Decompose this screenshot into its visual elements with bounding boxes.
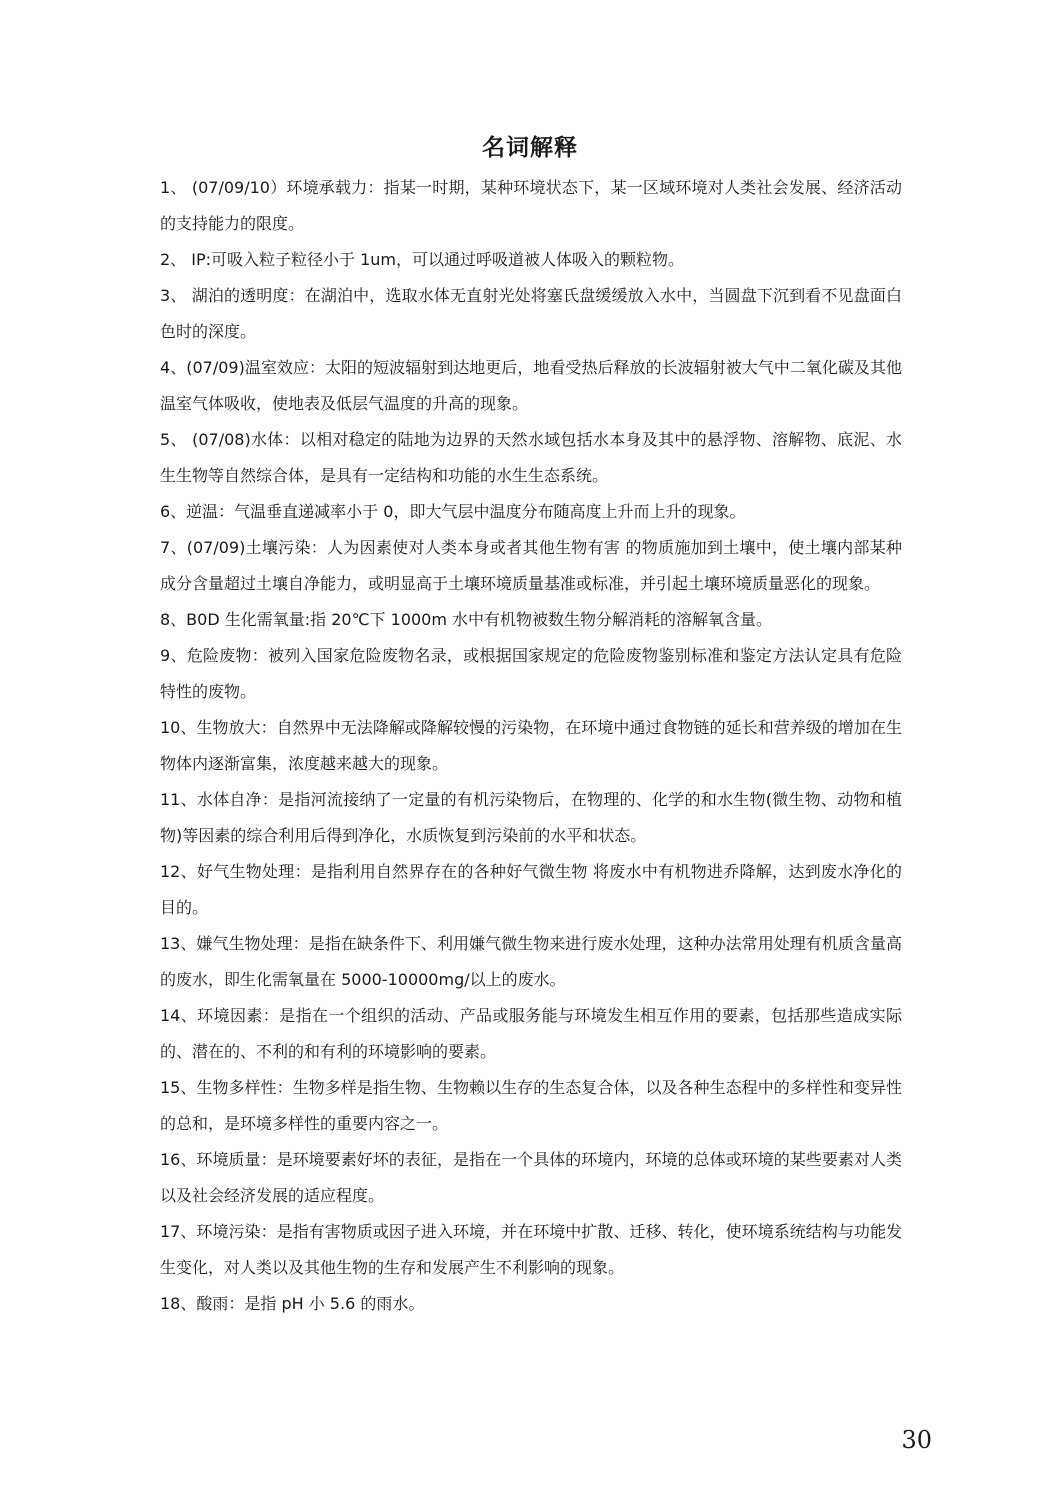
- definition-entry-13: 13、嫌气生物处理：是指在缺条件下、利用嫌气微生物来进行废水处理，这种办法常用处理有机质含量高的废水，即生化需氧量在 5000-10000mg/以上的废水。: [160, 934, 902, 989]
- definition-entry-3: 3、 湖泊的透明度：在湖泊中，选取水体无直射光处将塞氏盘缓缓放入水中，当圆盘下沉到看不见盘面白色时的深度。: [160, 286, 902, 341]
- definition-entry-4: 4、(07/09)温室效应：太阳的短波辐射到达地更后，地看受热后释放的长波辐射被大气中二氧化碳及其他温室气体吸收，使地表及低层气温度的升高的现象。: [160, 358, 902, 413]
- definition-entry-5: 5、 (07/08)水体：以相对稳定的陆地为边界的天然水域包括水本身及其中的悬浮物、溶解物、底泥、水生生物等自然综合体，是具有一定结构和功能的水生生态系统。: [160, 430, 902, 485]
- definition-entry-6: 6、逆温：气温垂直递减率小于 0，即大气层中温度分布随高度上升而上升的现象。: [160, 502, 746, 521]
- definition-entry-12: 12、好气生物处理：是指利用自然界存在的各种好气微生物 将废水中有机物进乔降解，达到废水净化的目的。: [160, 862, 902, 917]
- page-title: 名词解释: [482, 135, 578, 161]
- page-number: 30: [901, 1426, 932, 1454]
- definition-entry-9: 9、危险废物：被列入国家危险废物名录，或根据国家规定的危险废物鉴别标准和鉴定方法认定具有危险特性的废物。: [160, 646, 902, 701]
- definition-entry-14: 14、环境因素：是指在一个组织的活动、产品或服务能与环境发生相互作用的要素，包括那些造成实际的、潜在的、不利的和有利的环境影响的要素。: [160, 1006, 902, 1061]
- definition-entry-8: 8、B0D 生化需氧量:指 20℃下 1000m 水中有机物被数生物分解消耗的溶解氧含量。: [160, 610, 773, 629]
- definition-entry-2: 2、 IP:可吸入粒子粒径小于 1um，可以通过呼吸道被人体吸入的颗粒物。: [160, 250, 685, 269]
- definition-entry-16: 16、环境质量：是环境要素好坏的表征，是指在一个具体的环境内，环境的总体或环境的某些要素对人类以及社会经济发展的适应程度。: [160, 1150, 902, 1205]
- definition-entry-11: 11、水体自净：是指河流接纳了一定量的有机污染物后，在物理的、化学的和水生物(微生物、动物和植物)等因素的综合利用后得到净化，水质恢复到污染前的水平和状态。: [160, 790, 902, 845]
- definition-entry-15: 15、生物多样性：生物多样是指生物、生物赖以生存的生态复合体，以及各种生态程中的多样性和变异性的总和，是环境多样性的重要内容之一。: [160, 1078, 902, 1133]
- definition-entry-10: 10、生物放大：自然界中无法降解或降解较慢的污染物，在环境中通过食物链的延长和营养级的增加在生物体内逐渐富集，浓度越来越大的现象。: [160, 718, 902, 773]
- definition-entry-7: 7、(07/09)土壤污染：人为因素使对人类本身或者其他生物有害 的物质施加到土壤中，使土壤内部某种成分含量超过土壤自净能力，或明显高于土壤环境质量基准或标准，并引起土壤环境质量恶化的现象。: [160, 538, 902, 593]
- definition-entry-18: 18、酸雨：是指 pH 小 5.6 的雨水。: [160, 1294, 425, 1313]
- definition-entry-1: 1、 (07/09/10）环境承载力：指某一时期，某种环境状态下，某一区域环境对人类社会发展、经济活动的支持能力的限度。: [160, 178, 902, 233]
- definition-list: [160, 170, 902, 1322]
- definition-entry-17: 17、环境污染：是指有害物质或因子进入环境，并在环境中扩散、迁移、转化，使环境系统结构与功能发生变化，对人类以及其他生物的生存和发展产生不利影响的现象。: [160, 1222, 902, 1277]
